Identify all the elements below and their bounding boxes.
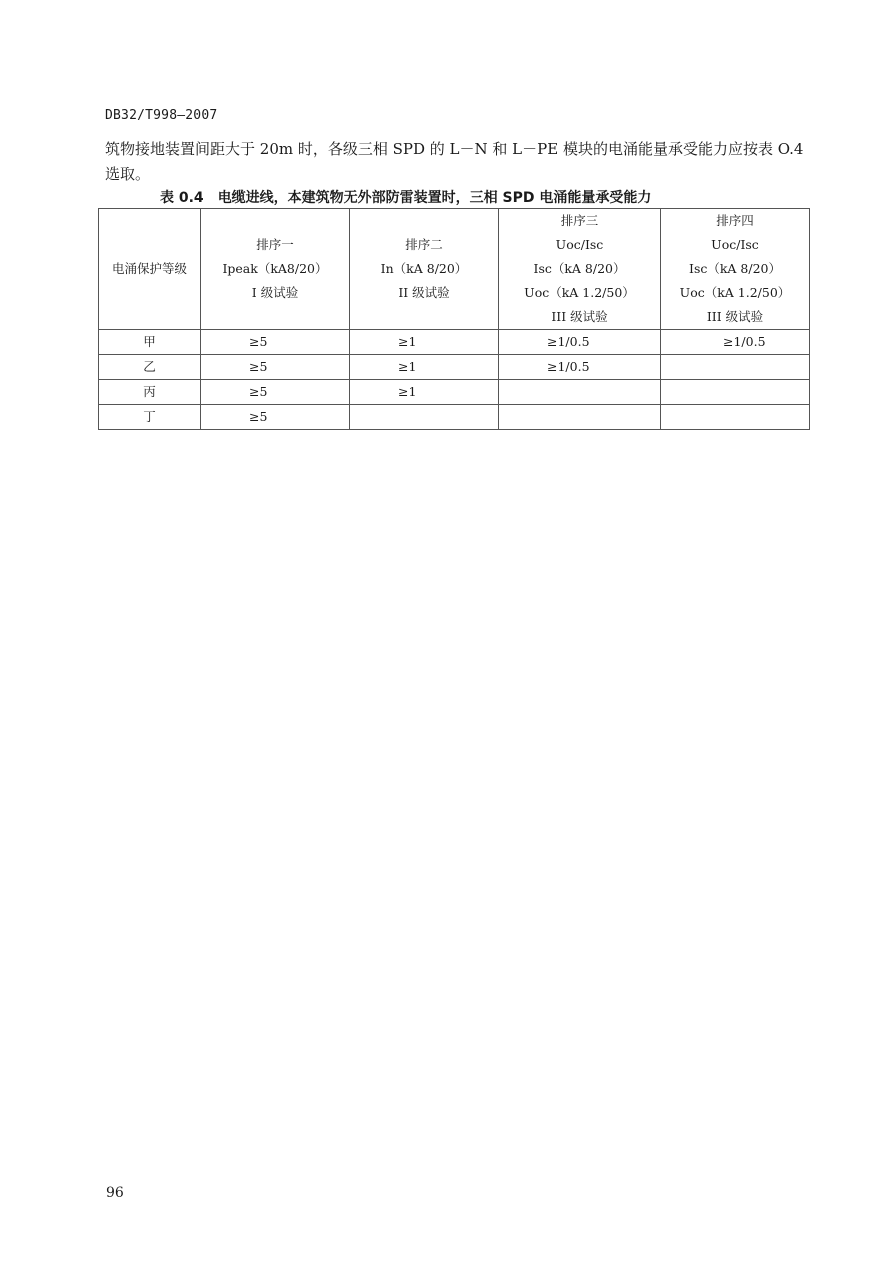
body-paragraph	[105, 137, 815, 187]
header-text: I 级试验	[251, 285, 299, 300]
header-text: 排序三	[560, 213, 599, 228]
table-cell: ≥1/0.5	[499, 355, 661, 380]
header-text: Uoc（kA 1.2/50）	[524, 285, 635, 300]
header-text: III 级试验	[551, 309, 608, 324]
table-cell	[499, 405, 661, 430]
table-cell	[661, 355, 810, 380]
header-text: 排序一	[256, 237, 294, 252]
table-row	[99, 380, 810, 405]
header-text: Isc（kA 8/20）	[689, 261, 781, 276]
level-cell: 乙	[99, 355, 201, 380]
table-caption	[160, 187, 651, 207]
table-cell: ≥5	[201, 355, 350, 380]
header-cell-rank-2	[350, 209, 499, 330]
header-cell-rank-3	[499, 209, 661, 330]
table-row	[99, 330, 810, 355]
table-cell	[499, 380, 661, 405]
header-text: 排序二	[405, 237, 443, 252]
table-header-row	[99, 209, 810, 330]
table-cell	[661, 380, 810, 405]
table-cell	[350, 405, 499, 430]
header-text: Uoc/Isc	[711, 237, 759, 252]
level-cell: 丙	[99, 380, 201, 405]
table-cell: ≥1/0.5	[499, 330, 661, 355]
table-cell	[661, 405, 810, 430]
table-cell: ≥1	[350, 355, 499, 380]
level-cell: 甲	[99, 330, 201, 355]
spd-capacity-table	[98, 208, 810, 430]
table-caption-number: 表 0.4	[160, 190, 204, 206]
table-cell: ≥5	[201, 380, 350, 405]
table-cell: ≥1/0.5	[661, 330, 810, 355]
table-cell: ≥1	[350, 330, 499, 355]
header-cell-level	[99, 209, 201, 330]
header-text: III 级试验	[706, 309, 764, 324]
header-text: In（kA 8/20）	[380, 261, 468, 276]
table-cell: ≥1	[350, 380, 499, 405]
paragraph-line: 筑物接地装置间距大于 20m 时，各级三相 SPD 的 L－N 和 L－PE 模块的电涌能量承受能力应按表 O.4	[105, 140, 804, 158]
header-text: 排序四	[716, 213, 754, 228]
page-number: 96	[106, 1185, 124, 1201]
header-cell-rank-1	[201, 209, 350, 330]
document-code: DB32/T998—2007	[105, 108, 218, 123]
header-text: Isc（kA 8/20）	[533, 261, 626, 276]
table-cell: ≥5	[201, 330, 350, 355]
paragraph-line: 选取。	[105, 165, 151, 183]
header-text: Uoc/Isc	[555, 237, 604, 252]
header-text: II 级试验	[398, 285, 450, 300]
header-cell-rank-4	[661, 209, 810, 330]
level-cell: 丁	[99, 405, 201, 430]
header-text: 电涌保护等级	[111, 261, 187, 276]
table-caption-text: 电缆进线，本建筑物无外部防雷装置时，三相 SPD 电涌能量承受能力	[217, 190, 652, 206]
header-text: Uoc（kA 1.2/50）	[679, 285, 791, 300]
table-cell: ≥5	[201, 405, 350, 430]
header-text: Ipeak（kA8/20）	[222, 261, 328, 276]
table-row	[99, 405, 810, 430]
table-row	[99, 355, 810, 380]
